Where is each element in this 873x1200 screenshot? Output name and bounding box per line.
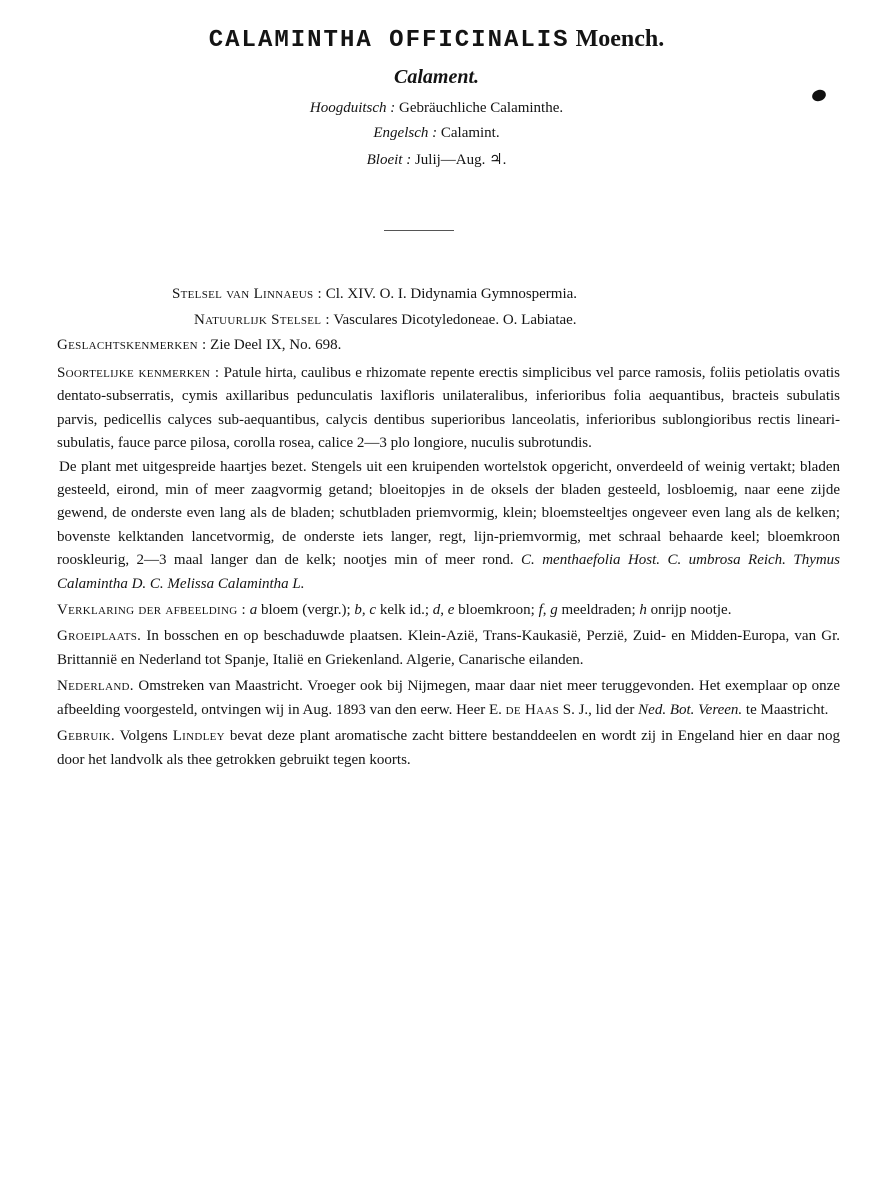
figure-text-c: kelk id.; [379,602,429,619]
author-lindley: Lindley [172,728,225,745]
linnaeus-label: Stelsel van Linnaeus : [172,286,322,302]
species-characters-paragraph [57,362,840,456]
figure-text-g: meeldraden; [561,602,636,619]
collector-name: de Haas [505,701,559,718]
natural-label: Natuurlijk Stelsel : [194,312,330,328]
page-title [0,26,873,54]
habitat-label: Groeiplaats. [57,628,142,645]
species-author: Moench. [575,26,665,52]
species-label: Soortelijke kenmerken : [57,365,220,381]
society-name: Ned. Bot. Vereen. [638,701,743,718]
netherlands-text-3: te Maastricht. [745,701,829,718]
english-name-line [0,125,873,142]
species-name: CALAMINTHA OFFICINALIS [208,27,570,54]
figure-key-b: b [354,602,362,619]
habitat-text: In bosschen en op beschaduwde plaatsen. Klein-Azië, Trans-Kaukasië, Perzië, Zuid- en Midden-Europa, van Gr. Brittannië en Nederland tot Spanje, Italië en Griekenland. Algerie, Canarische eilanden. [57,628,840,668]
figure-text-e: bloemkroon; [458,602,535,619]
figure-text-d: , [440,602,444,619]
flowering-label: Bloeit : [366,152,412,168]
linnaeus-value: Cl. XIV. O. I. Didynamia Gymnospermia. [325,286,578,302]
use-paragraph [57,725,840,772]
genus-characters-line [57,337,341,354]
section-divider [384,230,454,231]
figure-text-b: , [361,602,366,619]
description-text: De plant met uitgespreide haartjes bezet. Stengels uit een kruipenden wortelstok opgericht, onverdeeld of weinig vertakt; bladen gesteeld, eirond, min of meer zaagvormig getand; bloeitopjes in de oksels der bladen gesteeld, losbloemig, naar eene zijde gewend, de onderste even lang als de bladen; schutbladen priemvormig, klein; bloemsteeltjes ongeveer even lang als de kelken; bovenste kelktanden lancetvormig, de onderste iets langer, regt, lijn-priemvormig, met schraal behaarde keel; bloemkroon rooskleurig, 2—3 maal langer dan de kelk; nootjes min of meer rond. [57,458,840,569]
figure-key-f: f [538,602,543,619]
netherlands-label: Nederland. [57,678,134,695]
natural-value: Vasculares Dicotyledoneae. O. Labiatae. [333,312,577,328]
linnaeus-system-line [172,286,577,303]
figure-key-g: g [550,602,558,619]
netherlands-text-2: S. J., lid der [562,701,635,718]
synonyms-text: C. menthaefolia Host. C. umbrosa Reich. Thymus Calamintha D. C. Melissa Calamintha L. [57,552,841,592]
genus-value: Zie Deel IX, No. 698. [210,337,342,353]
english-label: Engelsch : [373,125,438,141]
figure-key-c: c [369,602,377,619]
netherlands-text-1: Omstreken van Maastricht. Vroeger ook bij Nijmegen, maar daar niet meer teruggevonden. Het exemplaar op onze afbeelding voorgesteld, ontvingen wij in Aug. 1893 van den eerw. Heer E. [57,678,840,718]
figure-key-d: d [432,602,441,619]
species-text: Patule hirta, caulibus e rhizomate repente erectis simplicibus vel parce ramosis, foliis petiolatis ovatis dentato-subserratis, cymis axillaribus pedunculatis laxifloris unilateralibus, inferioribus folia aequantibus, bracteis subulatis parvis, pedicellis calyces sub-aequantibus, calycis dentibus superioribus lanceolatis, inferioribus sublongioribus rectis lineari-subulatis, fauce parce pilosa, corolla rosea, calice 2—3 plo longiore, nuculis subrotundis. [57,365,841,452]
figure-text-a: bloem (vergr.); [260,602,351,619]
flowering-line [0,150,873,169]
figure-key-h: h [639,602,647,619]
german-label: Hoogduitsch : [309,100,396,116]
german-value: Gebräuchliche Calaminthe. [399,100,564,116]
genus-label: Geslachtskenmerken : [57,337,207,353]
netherlands-paragraph [57,675,840,722]
figure-explanation-paragraph [57,599,840,622]
use-label: Gebruik. [57,728,115,745]
body-text [57,362,840,772]
figure-text-f: , [542,602,547,619]
common-name: Calament. [393,66,479,88]
german-name-line [0,100,873,117]
figure-key-a: a [249,602,258,619]
flowering-value: Julij—Aug. ♃. [414,152,507,168]
description-paragraph [57,456,840,596]
use-text-1: Volgens [119,728,168,745]
figure-explanation-label: Verklaring der afbeelding : [57,602,246,619]
english-value: Calamint. [440,125,500,141]
figure-key-e: e [447,602,455,619]
natural-system-line [194,312,577,329]
figure-text-h: onrijp nootje. [650,602,732,619]
habitat-paragraph [57,625,840,672]
use-text-2: bevat deze plant aromatische zacht bittere bestanddeelen en wordt zij in Engeland hier en daar nog door het landvolk als thee getrokken gebruikt tegen koorts. [57,728,841,768]
